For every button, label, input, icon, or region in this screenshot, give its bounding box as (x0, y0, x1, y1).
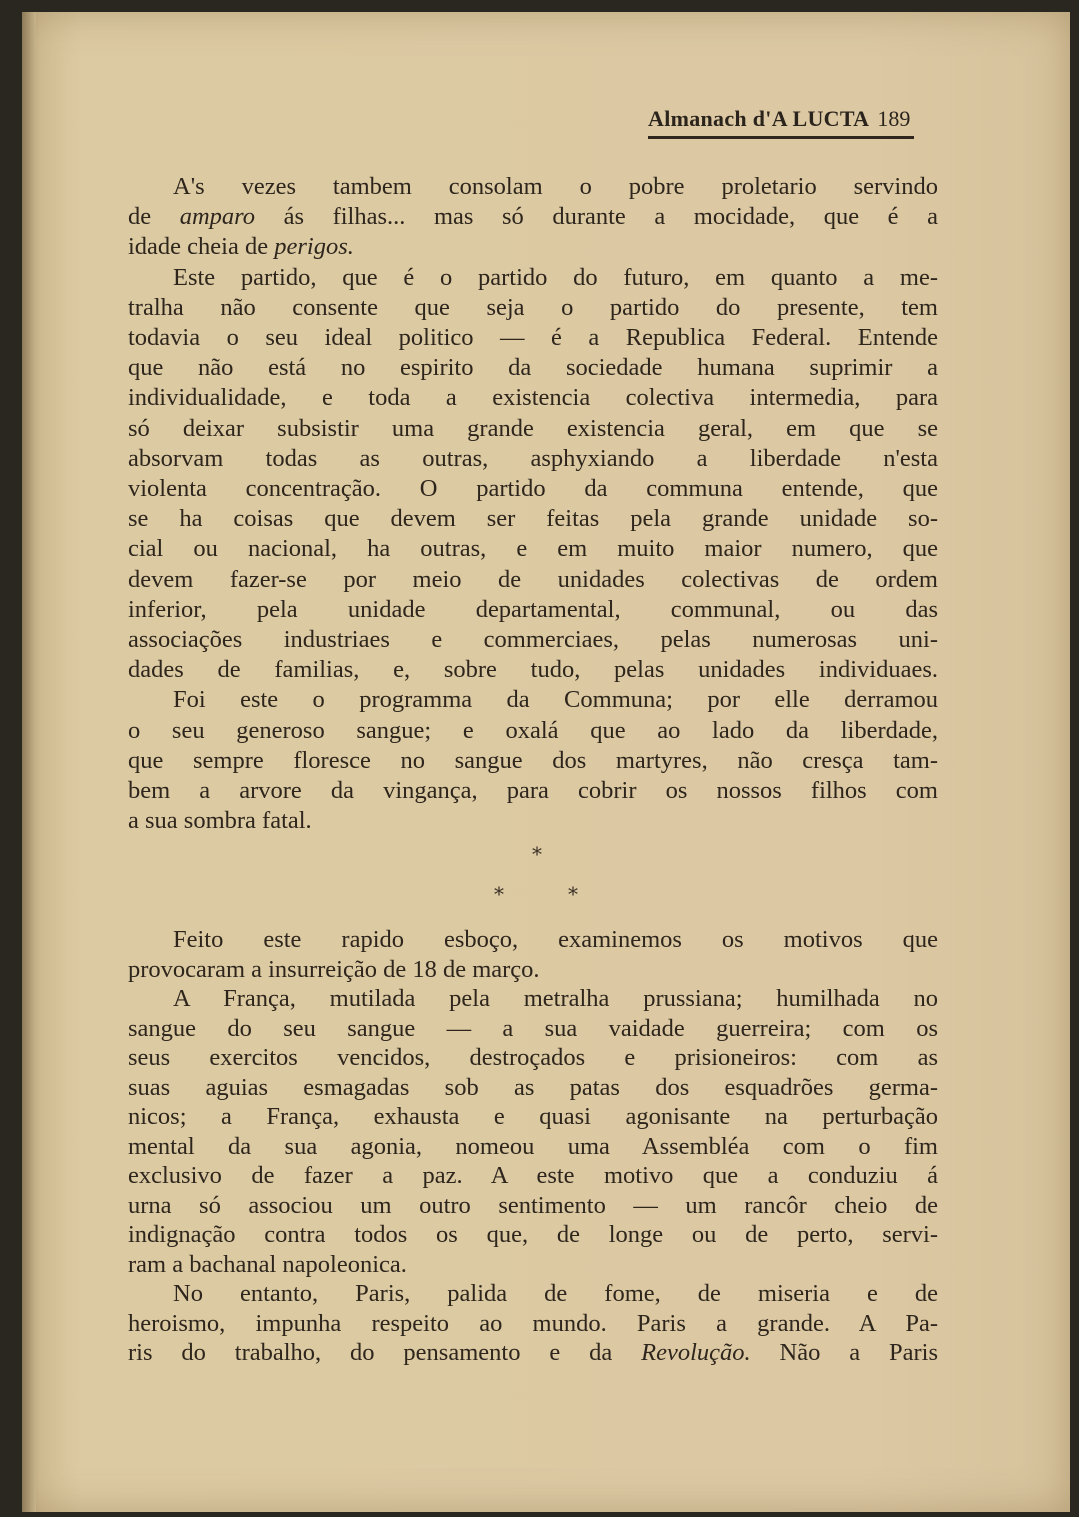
text-line (128, 1220, 938, 1250)
text-line (128, 293, 938, 323)
text-run: violenta concentração. O partido da communa entende, que (128, 475, 938, 502)
text-run: ris do trabalho, do pensamento e da (128, 1339, 642, 1366)
italic-text: Revolução. (641, 1339, 751, 1366)
text-line (128, 716, 938, 746)
text-run: dades de familias, e, sobre tudo, pelas unidades individuaes. (128, 656, 938, 684)
text-line (128, 685, 938, 715)
text-run: individualidade, e toda a existencia colectiva intermedia, para (128, 384, 938, 412)
text-line (128, 202, 938, 232)
text-run: Feito este rapido esboço, examinemos os motivos que (173, 926, 938, 953)
text-line (128, 746, 938, 776)
text-run: nicos; a França, exhausta e quasi agonisante na perturbação (128, 1103, 938, 1130)
text-run: A's vezes tambem consolam o pobre proletario servindo (173, 173, 938, 200)
header-title: Almanach d'A LUCTA (648, 106, 870, 131)
text-line (128, 925, 938, 955)
text-line (128, 595, 938, 625)
text-line (128, 1309, 938, 1339)
text-line (128, 1191, 938, 1221)
text-run: idade cheia de (128, 233, 275, 261)
text-run: sangue do seu sangue — a sua vaidade guerreira; com os (128, 1014, 938, 1042)
text-run: heroismo, impunha respeito ao mundo. Paris a grande. A Pa- (128, 1309, 938, 1337)
text-line (128, 504, 938, 534)
text-run: suas aguias esmagadas sob as patas dos esquadrões germa- (128, 1073, 938, 1101)
text-run: só deixar subsistir uma grande existencia geral, em que se (128, 414, 938, 442)
text-line (128, 172, 938, 202)
text-run: a sua sombra fatal. (128, 807, 312, 835)
text-run: associações industriaes e commerciaes, pelas numerosas uni- (128, 626, 938, 653)
text-run: de (128, 203, 180, 231)
text-line (128, 1043, 938, 1073)
text-line (128, 1338, 938, 1368)
text-line (128, 232, 938, 262)
text-run: ás filhas... mas só durante a mocidade, que é a (255, 203, 939, 231)
text-run: inferior, pela unidade departamental, communal, ou das (128, 595, 938, 623)
text-run: provocaram a insurreição de 18 de março. (128, 955, 540, 983)
text-line (128, 984, 938, 1014)
running-header (648, 106, 910, 132)
text-run: o seu generoso sangue; e oxalá que ao lado da liberdade, (128, 716, 938, 744)
text-line (128, 776, 938, 806)
text-run: ram a bachanal napoleonica. (128, 1250, 407, 1278)
text-line (128, 323, 938, 353)
text-run: devem fazer-se por meio de unidades colectivas de ordem (128, 565, 938, 593)
text-line (128, 1132, 938, 1162)
text-run: indignação contra todos os que, de longe ou de perto, servi- (128, 1221, 938, 1248)
separator-asterisk: * (532, 842, 542, 866)
text-line (128, 1161, 938, 1191)
text-line (128, 806, 938, 836)
italic-text: amparo (179, 203, 256, 231)
text-run: absorvam todas as outras, asphyxiando a liberdade n'esta (128, 444, 938, 472)
text-run: urna só associou um outro sentimento — um rancôr cheio de (128, 1191, 938, 1219)
text-line (128, 655, 938, 685)
text-run: A França, mutilada pela metralha prussiana; humilhada no (173, 985, 938, 1012)
text-run: Não a Paris (750, 1339, 938, 1366)
text-line (128, 263, 938, 293)
italic-text: perigos. (274, 233, 354, 261)
text-run: que não está no espirito da sociedade humana suprimir a (128, 354, 938, 382)
text-run: seus exercitos vencidos, destroçados e prisioneiros: com as (128, 1044, 938, 1071)
text-line (128, 1073, 938, 1103)
text-line (128, 1279, 938, 1309)
text-line (128, 1250, 938, 1280)
book-page (22, 12, 1070, 1512)
text-run: bem a arvore da vingança, para cobrir os nossos filhos com (128, 777, 938, 804)
text-line (128, 534, 938, 564)
text-run: todavia o seu ideal politico — é a Republica Federal. Entende (128, 324, 938, 351)
text-run: tralha não consente que seja o partido do presente, tem (128, 293, 938, 321)
text-run: No entanto, Paris, palida de fome, de miseria e de (173, 1280, 938, 1307)
separator-asterisk: * (568, 882, 578, 906)
text-line (128, 353, 938, 383)
text-line (128, 1102, 938, 1132)
text-run: cial ou nacional, ha outras, e em muito maior numero, que (128, 535, 938, 563)
text-line (128, 383, 938, 413)
text-line (128, 955, 938, 985)
text-line (128, 625, 938, 655)
text-run: que sempre floresce no sangue dos martyres, não cresça tam- (128, 746, 938, 774)
header-rule (648, 136, 914, 139)
text-line (128, 1014, 938, 1044)
text-line (128, 565, 938, 595)
text-run: mental da sua agonia, nomeou uma Assembléa com o fim (128, 1132, 938, 1160)
text-run: se ha coisas que devem ser feitas pela grande unidade so- (128, 505, 938, 533)
page-binding-edge (22, 12, 36, 1512)
text-run: Este partido, que é o partido do futuro, em quanto a me- (173, 263, 938, 291)
text-run: Foi este o programma da Communa; por elle derramou (173, 686, 938, 714)
text-line (128, 444, 938, 474)
text-line (128, 474, 938, 504)
text-line (128, 414, 938, 444)
page-number: 189 (877, 106, 911, 131)
text-run: exclusivo de fazer a paz. A este motivo que a conduziu á (128, 1162, 938, 1189)
separator-asterisk: * (494, 882, 504, 906)
